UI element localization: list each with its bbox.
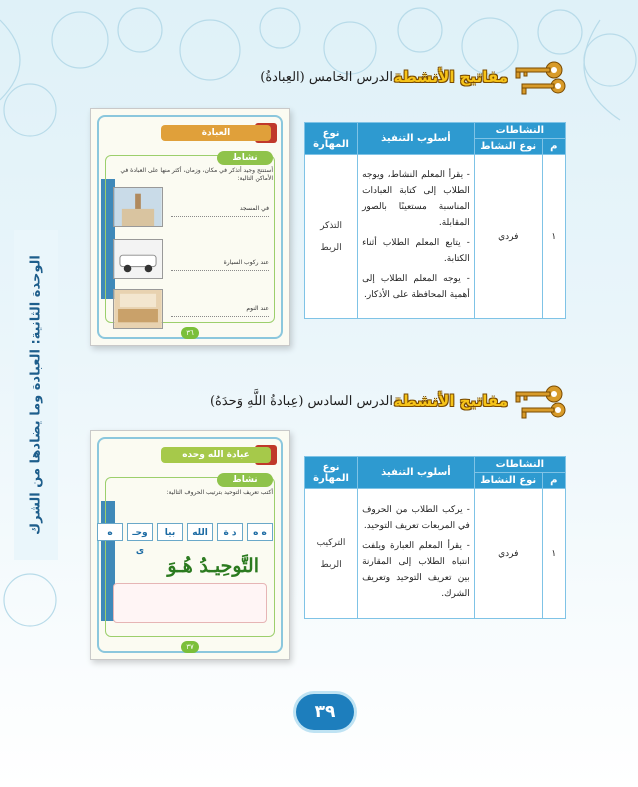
thumbnail-page-number: ٣٦	[181, 327, 199, 339]
header-num: م	[542, 139, 565, 155]
answer-field-3: عند النوم	[171, 305, 269, 317]
execution-method	[358, 489, 475, 619]
skill-type	[305, 155, 358, 319]
section-header-2	[209, 388, 568, 422]
activity-kind: فردي	[474, 155, 542, 319]
mosque-image	[113, 187, 163, 227]
unit-side-title-text: الوحدة الثانية: العبادة وما يضادها من الشرك	[28, 255, 44, 535]
lesson-title: الدرس السادس (عِبادةُ اللَّهِ وَحدَهُ)	[209, 394, 393, 409]
letter-tile: ه	[97, 523, 123, 541]
header-num: م	[542, 473, 565, 489]
thumbnail-title: العبادة	[161, 125, 271, 141]
car-image	[113, 239, 163, 279]
page-number: ٣٩	[296, 694, 354, 730]
letter-tile: وحـ ى	[127, 523, 153, 541]
answer-field-2: عند ركوب السيارة	[171, 259, 269, 271]
method-step-1: - يقرأ المعلم النشاط، ويوجه الطلاب إلى كتابة العبادات المناسبة مستعينًا بالصور المقابلة.	[362, 169, 470, 228]
unit-side-title	[14, 230, 58, 560]
tawheed-heading: التَّوحِيـدُ هُـوَ	[167, 555, 259, 577]
method-step-2: - يتابع المعلم الطلاب أثناء الكتابة.	[362, 237, 470, 264]
activity-label: نشاط	[217, 473, 273, 487]
thumbnail-page-number: ٣٧	[181, 641, 199, 653]
execution-method	[358, 155, 475, 319]
header-skill: نوع المهارة	[305, 123, 358, 155]
section-header-1	[260, 64, 568, 98]
bedroom-image	[113, 289, 163, 329]
method-step-2: - يقرأ المعلم العبارة ويلفت انتباه الطلاب إلى المقارنة بين تعريف التوحيد وتعريف الشرك.	[362, 540, 470, 599]
letter-tile: بيا	[157, 523, 183, 541]
lesson-title: الدرس الخامس (العِبادةُ)	[260, 70, 393, 85]
header-kind: نوع النشاط	[474, 473, 542, 489]
header-kind: نوع النشاط	[474, 139, 542, 155]
letter-tile: ه ه	[247, 523, 273, 541]
skill-2: الربط	[320, 559, 342, 570]
letter-tiles	[97, 523, 273, 556]
writing-area	[113, 583, 267, 623]
activities-table-1	[304, 122, 566, 319]
header-skill: نوع المهارة	[305, 457, 358, 489]
activity-keys-badge: مفاتيح الأنشطة	[393, 392, 508, 410]
lesson-page-thumbnail-1	[90, 108, 290, 346]
header-activities: النشاطات	[474, 123, 565, 139]
answer-field-1: في المسجد	[171, 205, 269, 217]
letter-tile: الله	[187, 523, 213, 541]
header-activities: النشاطات	[474, 457, 565, 473]
skill-type	[305, 489, 358, 619]
skill-1: التركيب	[316, 537, 346, 548]
skill-1: التذكر	[320, 220, 342, 231]
lesson-page-thumbnail-2	[90, 430, 290, 660]
activity-instruction: أستنتج وجيد أتذكر في مكان، وزمان، أكثر منها على العبادة في الأماكن التالية:	[120, 167, 273, 182]
activity-label: نشاط	[217, 151, 273, 165]
row-number: ١	[542, 489, 565, 619]
method-step-1: - يركب الطلاب من الحروف في المربعات تعريف التوحيد.	[362, 504, 470, 531]
letter-tile: د ة	[217, 523, 243, 541]
keys-icon	[508, 382, 568, 428]
header-method: أسلوب التنفيذ	[358, 457, 475, 489]
thumbnail-title: عبادة الله وحده	[161, 447, 271, 463]
keys-icon	[508, 58, 568, 104]
activity-instruction: أكتب تعريف التوحيد بترتيب الحروف التالية:	[166, 489, 273, 496]
activity-kind: فردي	[474, 489, 542, 619]
skill-2: الربط	[320, 242, 342, 253]
header-method: أسلوب التنفيذ	[358, 123, 475, 155]
activities-table-2	[304, 456, 566, 619]
activity-keys-badge: مفاتيح الأنشطة	[393, 68, 508, 86]
method-step-3: - يوجه المعلم الطلاب إلى أهمية المحافظة على الأذكار.	[362, 273, 470, 300]
row-number: ١	[542, 155, 565, 319]
